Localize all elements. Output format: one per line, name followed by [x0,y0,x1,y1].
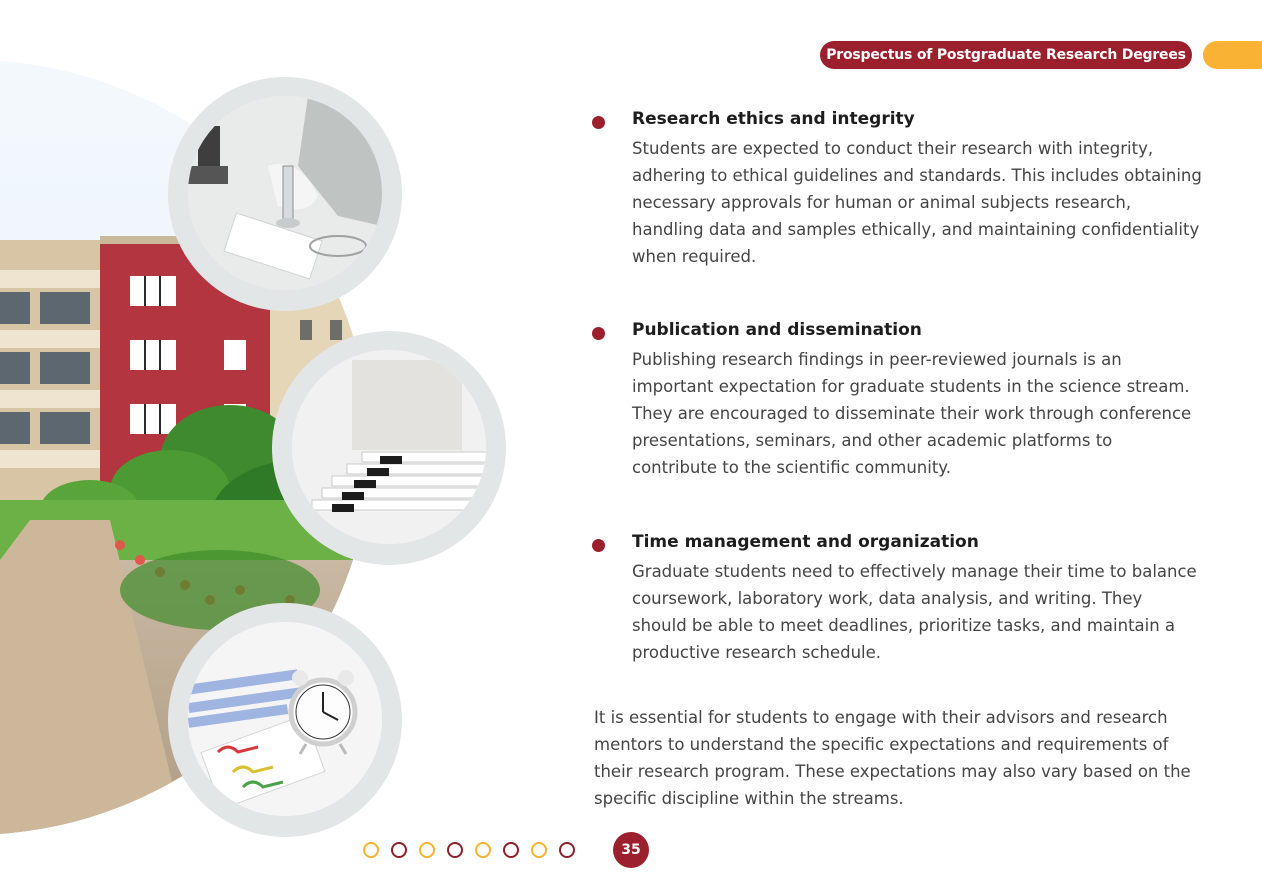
lab-photo-frame [168,77,402,311]
closing-paragraph: It is essential for students to engage with their advisors and research mentors to understand the specific expectations and requirements of their research program. These expectations may also vary based on the specific discipline within the streams. [594,708,1191,808]
header-accent-bar [1203,41,1262,69]
dot-icon [531,842,547,858]
bullet-icon [592,539,605,552]
stacked-papers-photo [292,350,486,544]
dot-icon [363,842,379,858]
dot-icon [475,842,491,858]
section-body: Graduate students need to effectively manage their time to balance coursework, laboratory work, data analysis, and writing. They should be able to meet deadlines, prioritize tasks, and maintain a productive research schedule. [632,562,1197,662]
clock-photo-frame [168,603,402,837]
page-number: 35 [613,832,649,868]
dot-icon [419,842,435,858]
laboratory-photo [188,96,382,290]
section-publication [592,320,1232,490]
section-title: Publication and dissemination [632,320,922,340]
documents-photo-frame [272,331,506,565]
dot-icon [447,842,463,858]
section-title: Time management and organization [632,532,979,552]
section-time-management [592,532,1232,677]
bullet-icon [592,327,605,340]
section-title: Research ethics and integrity [632,109,915,129]
section-research-ethics [592,109,1232,279]
dot-icon [503,842,519,858]
dot-icon [559,842,575,858]
header-title-tag: Prospectus of Postgraduate Research Degrees [820,41,1192,69]
dot-icon [391,842,407,858]
section-body: Students are expected to conduct their research with integrity, adhering to ethical guidelines and standards. This includes obtaining necessary approvals for human or animal subjects research, handling data and samples ethically, and maintaining confidentiality when required. [632,139,1202,266]
alarm-clock-schedule-photo [188,622,382,816]
section-body: Publishing research findings in peer-reviewed journals is an important expectation for graduate students in the science stream. They are encouraged to disseminate their work through conference presentations, seminars, and other academic platforms to contribute to the scientific community. [632,350,1192,477]
bullet-icon [592,116,605,129]
